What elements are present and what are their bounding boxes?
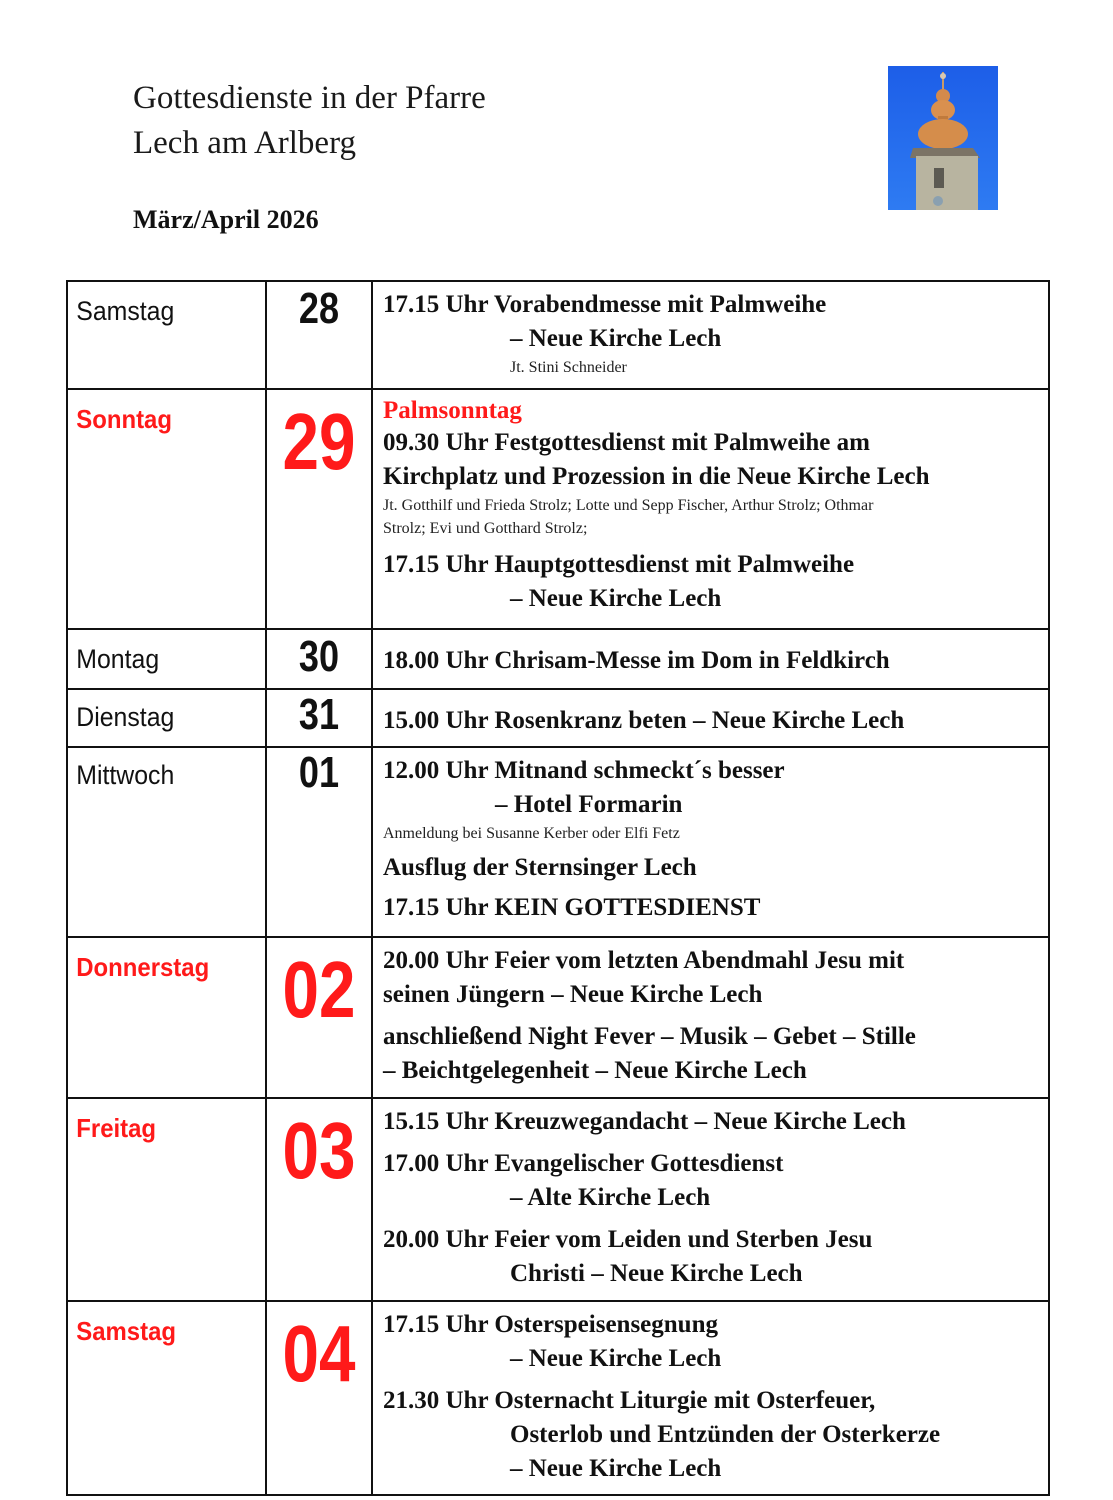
event-line: seinen Jüngern – Neue Kirche Lech	[383, 981, 763, 1008]
event-location: – Neue Kirche Lech	[510, 1345, 722, 1372]
date-number: 04	[282, 1309, 356, 1398]
event-line: 17.15 Uhr Osterspeisensegnung	[383, 1311, 718, 1338]
weekday-label: Samstag	[76, 1316, 176, 1346]
page-title-line1: Gottesdienste in der Pfarre	[133, 80, 486, 116]
event-note: Strolz; Evi und Gotthard Strolz;	[383, 520, 588, 537]
table-row	[67, 281, 1049, 389]
event-line: anschließend Night Fever – Musik – Gebet – Stille	[383, 1023, 916, 1050]
event-note: Jt. Gotthilf und Frieda Strolz; Lotte und Sepp Fischer, Arthur Strolz; Othmar	[383, 497, 874, 514]
event-line: 15.15 Uhr Kreuzwegandacht – Neue Kirche Lech	[383, 1108, 906, 1135]
period-subtitle: März/April 2026	[133, 205, 319, 234]
event-location: – Alte Kirche Lech	[510, 1184, 711, 1211]
event-line: 20.00 Uhr Feier vom letzten Abendmahl Jesu mit	[383, 947, 905, 974]
event-line: 09.30 Uhr Festgottesdienst mit Palmweihe am	[383, 429, 870, 456]
feast-title: Palmsonntag	[383, 397, 522, 424]
event-location: – Neue Kirche Lech	[510, 325, 722, 352]
table-row	[67, 937, 1049, 1098]
date-number: 02	[282, 945, 356, 1034]
table-row	[67, 389, 1049, 629]
event-line: 21.30 Uhr Osternacht Liturgie mit Osterfeuer,	[383, 1387, 876, 1414]
event-line: 12.00 Uhr Mitnand schmeckt´s besser	[383, 757, 785, 784]
table-row	[67, 629, 1049, 689]
event-location: Christi – Neue Kirche Lech	[510, 1260, 803, 1287]
event-location: – Neue Kirche Lech	[510, 1455, 722, 1482]
event-line: 17.00 Uhr Evangelischer Gottesdienst	[383, 1150, 784, 1177]
weekday-label: Sonntag	[76, 404, 172, 434]
event-line: 20.00 Uhr Feier vom Leiden und Sterben Jesu	[383, 1226, 873, 1253]
weekday-label: Donnerstag	[76, 952, 210, 982]
date-number: 30	[298, 632, 340, 681]
event-line: 18.00 Uhr Chrisam-Messe im Dom in Feldkirch	[383, 647, 890, 674]
event-line: Kirchplatz und Prozession in die Neue Kirche Lech	[383, 463, 930, 490]
event-note: Jt. Stini Schneider	[510, 359, 627, 376]
date-number: 29	[282, 397, 356, 486]
weekday-label: Samstag	[76, 296, 175, 326]
weekday-label: Mittwoch	[76, 760, 175, 790]
services-table	[66, 280, 1050, 1496]
event-note: Anmeldung bei Susanne Kerber oder Elfi Fetz	[383, 825, 680, 842]
church-tower-image	[888, 66, 998, 210]
weekday-label: Montag	[76, 644, 160, 674]
event-line: Ausflug der Sternsinger Lech	[383, 854, 697, 881]
date-number: 31	[298, 690, 340, 739]
table-row	[67, 689, 1049, 747]
table-row	[67, 1301, 1049, 1495]
event-location: – Hotel Formarin	[495, 791, 683, 818]
date-number: 28	[298, 284, 340, 333]
church-tower-illustration	[888, 66, 998, 210]
table-row	[67, 747, 1049, 937]
weekday-label: Dienstag	[76, 702, 175, 732]
event-line: 17.15 Uhr Vorabendmesse mit Palmweihe	[383, 291, 827, 318]
event-location: – Neue Kirche Lech	[510, 585, 722, 612]
date-number: 01	[298, 748, 340, 797]
weekday-label: Freitag	[76, 1113, 157, 1143]
event-line: Osterlob und Entzünden der Osterkerze	[510, 1421, 941, 1448]
page-title-line2: Lech am Arlberg	[133, 125, 356, 161]
table-row	[67, 1098, 1049, 1301]
event-line: – Beichtgelegenheit – Neue Kirche Lech	[383, 1057, 807, 1084]
event-line: 15.00 Uhr Rosenkranz beten – Neue Kirche Lech	[383, 707, 905, 734]
date-number: 03	[282, 1106, 356, 1195]
event-line: 17.15 Uhr Hauptgottesdienst mit Palmweihe	[383, 551, 855, 578]
event-line: 17.15 Uhr KEIN GOTTESDIENST	[383, 894, 761, 921]
